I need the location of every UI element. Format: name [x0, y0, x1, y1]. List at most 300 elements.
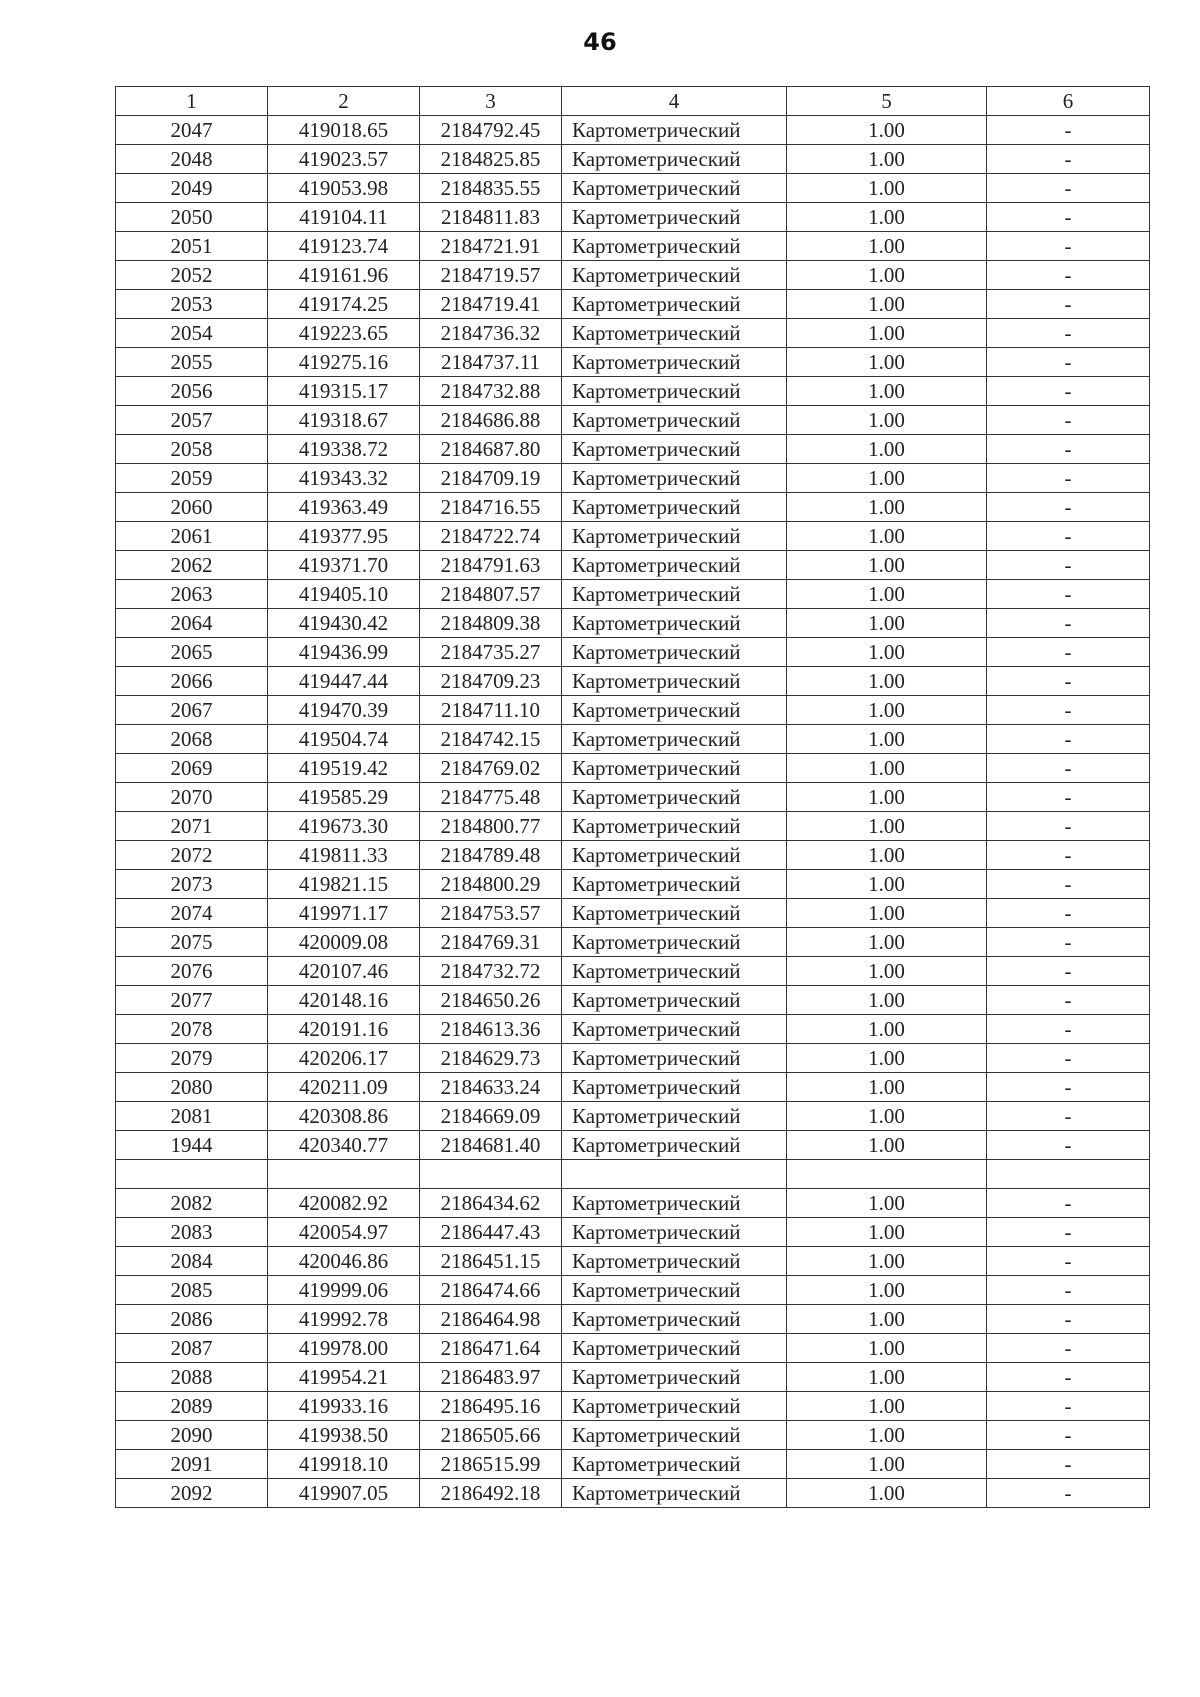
description-cell: -	[987, 986, 1150, 1015]
accuracy-cell: 1.00	[787, 319, 987, 348]
y-coordinate-cell: 2184709.23	[420, 667, 562, 696]
point-number-cell: 2069	[116, 754, 268, 783]
method-cell: Картометрический	[562, 1189, 787, 1218]
y-coordinate-cell: 2186464.98	[420, 1305, 562, 1334]
method-cell: Картометрический	[562, 783, 787, 812]
point-number-cell: 2087	[116, 1334, 268, 1363]
x-coordinate-cell: 419018.65	[268, 116, 420, 145]
accuracy-cell: 1.00	[787, 725, 987, 754]
point-number-cell: 2076	[116, 957, 268, 986]
x-coordinate-cell: 419811.33	[268, 841, 420, 870]
y-coordinate-cell: 2184807.57	[420, 580, 562, 609]
method-cell: Картометрический	[562, 1421, 787, 1450]
accuracy-cell: 1.00	[787, 203, 987, 232]
y-coordinate-cell: 2184789.48	[420, 841, 562, 870]
x-coordinate-cell: 419363.49	[268, 493, 420, 522]
table-row	[116, 1160, 1150, 1189]
x-coordinate-cell: 419971.17	[268, 899, 420, 928]
table-row	[116, 174, 1150, 203]
description-cell: -	[987, 377, 1150, 406]
point-number-cell: 2057	[116, 406, 268, 435]
table-row	[116, 435, 1150, 464]
y-coordinate-cell: 2184769.31	[420, 928, 562, 957]
table-row	[116, 261, 1150, 290]
method-cell: Картометрический	[562, 609, 787, 638]
method-cell: Картометрический	[562, 203, 787, 232]
point-number-cell: 1944	[116, 1131, 268, 1160]
accuracy-cell: 1.00	[787, 638, 987, 667]
point-number-cell: 2089	[116, 1392, 268, 1421]
table-row	[116, 1131, 1150, 1160]
y-coordinate-cell: 2186434.62	[420, 1189, 562, 1218]
point-number-cell: 2064	[116, 609, 268, 638]
table-body	[116, 116, 1150, 1508]
method-cell: Картометрический	[562, 1218, 787, 1247]
description-cell: -	[987, 725, 1150, 754]
description-cell: -	[987, 899, 1150, 928]
method-cell: Картометрический	[562, 841, 787, 870]
description-cell: -	[987, 522, 1150, 551]
method-cell: Картометрический	[562, 319, 787, 348]
table-row	[116, 580, 1150, 609]
x-coordinate-cell	[268, 1160, 420, 1189]
x-coordinate-cell: 419023.57	[268, 145, 420, 174]
y-coordinate-cell: 2184719.57	[420, 261, 562, 290]
description-cell: -	[987, 1102, 1150, 1131]
accuracy-cell: 1.00	[787, 493, 987, 522]
x-coordinate-cell: 419938.50	[268, 1421, 420, 1450]
method-cell: Картометрический	[562, 638, 787, 667]
table-row	[116, 116, 1150, 145]
description-cell: -	[987, 174, 1150, 203]
y-coordinate-cell: 2184742.15	[420, 725, 562, 754]
x-coordinate-cell: 419933.16	[268, 1392, 420, 1421]
point-number-cell: 2047	[116, 116, 268, 145]
point-number-cell: 2063	[116, 580, 268, 609]
x-coordinate-cell: 419504.74	[268, 725, 420, 754]
description-cell: -	[987, 754, 1150, 783]
x-coordinate-cell: 419918.10	[268, 1450, 420, 1479]
x-coordinate-cell: 420148.16	[268, 986, 420, 1015]
y-coordinate-cell: 2184732.72	[420, 957, 562, 986]
accuracy-cell: 1.00	[787, 290, 987, 319]
description-cell: -	[987, 928, 1150, 957]
table-row	[116, 957, 1150, 986]
accuracy-cell: 1.00	[787, 1276, 987, 1305]
accuracy-cell: 1.00	[787, 1247, 987, 1276]
table-row	[116, 696, 1150, 725]
table-row	[116, 667, 1150, 696]
column-header-5: 5	[787, 87, 987, 116]
accuracy-cell: 1.00	[787, 1102, 987, 1131]
table-row	[116, 986, 1150, 1015]
point-number-cell: 2084	[116, 1247, 268, 1276]
table-header-row	[116, 87, 1150, 116]
y-coordinate-cell: 2186483.97	[420, 1363, 562, 1392]
accuracy-cell: 1.00	[787, 174, 987, 203]
description-cell: -	[987, 1015, 1150, 1044]
description-cell: -	[987, 1218, 1150, 1247]
x-coordinate-cell: 420107.46	[268, 957, 420, 986]
table-row	[116, 1450, 1150, 1479]
table-row	[116, 203, 1150, 232]
y-coordinate-cell: 2184721.91	[420, 232, 562, 261]
accuracy-cell: 1.00	[787, 377, 987, 406]
table-row	[116, 1102, 1150, 1131]
accuracy-cell: 1.00	[787, 957, 987, 986]
y-coordinate-cell: 2184711.10	[420, 696, 562, 725]
accuracy-cell: 1.00	[787, 1218, 987, 1247]
accuracy-cell: 1.00	[787, 1363, 987, 1392]
table-row	[116, 232, 1150, 261]
x-coordinate-cell: 419123.74	[268, 232, 420, 261]
method-cell: Картометрический	[562, 870, 787, 899]
table-row	[116, 1421, 1150, 1450]
x-coordinate-cell: 419821.15	[268, 870, 420, 899]
accuracy-cell: 1.00	[787, 348, 987, 377]
point-number-cell: 2058	[116, 435, 268, 464]
method-cell: Картометрический	[562, 1450, 787, 1479]
method-cell: Картометрический	[562, 1015, 787, 1044]
accuracy-cell: 1.00	[787, 1015, 987, 1044]
table-row	[116, 1015, 1150, 1044]
y-coordinate-cell: 2184769.02	[420, 754, 562, 783]
x-coordinate-cell: 419447.44	[268, 667, 420, 696]
point-number-cell: 2067	[116, 696, 268, 725]
description-cell: -	[987, 493, 1150, 522]
x-coordinate-cell: 419907.05	[268, 1479, 420, 1508]
method-cell	[562, 1160, 787, 1189]
description-cell: -	[987, 348, 1150, 377]
y-coordinate-cell	[420, 1160, 562, 1189]
method-cell: Картометрический	[562, 174, 787, 203]
y-coordinate-cell: 2186471.64	[420, 1334, 562, 1363]
description-cell: -	[987, 464, 1150, 493]
accuracy-cell: 1.00	[787, 435, 987, 464]
x-coordinate-cell: 419978.00	[268, 1334, 420, 1363]
y-coordinate-cell: 2184613.36	[420, 1015, 562, 1044]
table-row	[116, 1218, 1150, 1247]
table-row	[116, 319, 1150, 348]
table-row	[116, 1073, 1150, 1102]
y-coordinate-cell: 2184669.09	[420, 1102, 562, 1131]
description-cell: -	[987, 203, 1150, 232]
method-cell: Картометрический	[562, 435, 787, 464]
x-coordinate-cell: 420308.86	[268, 1102, 420, 1131]
table-row	[116, 1305, 1150, 1334]
table-row	[116, 464, 1150, 493]
description-cell: -	[987, 1189, 1150, 1218]
y-coordinate-cell: 2186451.15	[420, 1247, 562, 1276]
accuracy-cell: 1.00	[787, 1479, 987, 1508]
y-coordinate-cell: 2184775.48	[420, 783, 562, 812]
method-cell: Картометрический	[562, 464, 787, 493]
y-coordinate-cell: 2184716.55	[420, 493, 562, 522]
y-coordinate-cell: 2184629.73	[420, 1044, 562, 1073]
table-row	[116, 928, 1150, 957]
accuracy-cell: 1.00	[787, 986, 987, 1015]
accuracy-cell: 1.00	[787, 1334, 987, 1363]
description-cell: -	[987, 638, 1150, 667]
y-coordinate-cell: 2184719.41	[420, 290, 562, 319]
y-coordinate-cell: 2184633.24	[420, 1073, 562, 1102]
x-coordinate-cell: 419992.78	[268, 1305, 420, 1334]
description-cell	[987, 1160, 1150, 1189]
point-number-cell: 2080	[116, 1073, 268, 1102]
description-cell: -	[987, 319, 1150, 348]
y-coordinate-cell: 2184735.27	[420, 638, 562, 667]
point-number-cell: 2049	[116, 174, 268, 203]
table-row	[116, 870, 1150, 899]
method-cell: Картометрический	[562, 406, 787, 435]
point-number-cell: 2075	[116, 928, 268, 957]
y-coordinate-cell: 2184737.11	[420, 348, 562, 377]
y-coordinate-cell: 2184800.77	[420, 812, 562, 841]
table-row	[116, 493, 1150, 522]
point-number-cell: 2061	[116, 522, 268, 551]
method-cell: Картометрический	[562, 348, 787, 377]
accuracy-cell: 1.00	[787, 841, 987, 870]
method-cell: Картометрический	[562, 1305, 787, 1334]
description-cell: -	[987, 1479, 1150, 1508]
x-coordinate-cell: 420046.86	[268, 1247, 420, 1276]
description-cell: -	[987, 1392, 1150, 1421]
point-number-cell: 2082	[116, 1189, 268, 1218]
point-number-cell: 2053	[116, 290, 268, 319]
method-cell: Картометрический	[562, 580, 787, 609]
description-cell: -	[987, 696, 1150, 725]
description-cell: -	[987, 609, 1150, 638]
method-cell: Картометрический	[562, 957, 787, 986]
method-cell: Картометрический	[562, 1392, 787, 1421]
method-cell: Картометрический	[562, 232, 787, 261]
description-cell: -	[987, 870, 1150, 899]
method-cell: Картометрический	[562, 812, 787, 841]
accuracy-cell: 1.00	[787, 928, 987, 957]
accuracy-cell: 1.00	[787, 1450, 987, 1479]
table-row	[116, 1189, 1150, 1218]
point-number-cell: 2074	[116, 899, 268, 928]
point-number-cell: 2068	[116, 725, 268, 754]
method-cell: Картометрический	[562, 667, 787, 696]
accuracy-cell: 1.00	[787, 812, 987, 841]
point-number-cell: 2083	[116, 1218, 268, 1247]
point-number-cell	[116, 1160, 268, 1189]
method-cell: Картометрический	[562, 116, 787, 145]
y-coordinate-cell: 2186495.16	[420, 1392, 562, 1421]
description-cell: -	[987, 1305, 1150, 1334]
method-cell: Картометрический	[562, 1479, 787, 1508]
y-coordinate-cell: 2184736.32	[420, 319, 562, 348]
point-number-cell: 2088	[116, 1363, 268, 1392]
method-cell: Картометрический	[562, 1334, 787, 1363]
accuracy-cell: 1.00	[787, 609, 987, 638]
accuracy-cell: 1.00	[787, 1131, 987, 1160]
point-number-cell: 2056	[116, 377, 268, 406]
y-coordinate-cell: 2184811.83	[420, 203, 562, 232]
description-cell: -	[987, 145, 1150, 174]
description-cell: -	[987, 841, 1150, 870]
coordinates-table	[115, 86, 1150, 1508]
y-coordinate-cell: 2184722.74	[420, 522, 562, 551]
y-coordinate-cell: 2184809.38	[420, 609, 562, 638]
x-coordinate-cell: 419585.29	[268, 783, 420, 812]
accuracy-cell: 1.00	[787, 145, 987, 174]
method-cell: Картометрический	[562, 754, 787, 783]
x-coordinate-cell: 419519.42	[268, 754, 420, 783]
table-row	[116, 1044, 1150, 1073]
y-coordinate-cell: 2184753.57	[420, 899, 562, 928]
accuracy-cell: 1.00	[787, 406, 987, 435]
x-coordinate-cell: 420082.92	[268, 1189, 420, 1218]
point-number-cell: 2059	[116, 464, 268, 493]
point-number-cell: 2065	[116, 638, 268, 667]
point-number-cell: 2086	[116, 1305, 268, 1334]
y-coordinate-cell: 2186474.66	[420, 1276, 562, 1305]
point-number-cell: 2066	[116, 667, 268, 696]
point-number-cell: 2092	[116, 1479, 268, 1508]
point-number-cell: 2052	[116, 261, 268, 290]
description-cell: -	[987, 812, 1150, 841]
point-number-cell: 2078	[116, 1015, 268, 1044]
column-header-2: 2	[268, 87, 420, 116]
accuracy-cell: 1.00	[787, 580, 987, 609]
x-coordinate-cell: 419436.99	[268, 638, 420, 667]
description-cell: -	[987, 290, 1150, 319]
method-cell: Картометрический	[562, 1363, 787, 1392]
x-coordinate-cell: 419223.65	[268, 319, 420, 348]
point-number-cell: 2055	[116, 348, 268, 377]
table-row	[116, 1276, 1150, 1305]
x-coordinate-cell: 419405.10	[268, 580, 420, 609]
y-coordinate-cell: 2184650.26	[420, 986, 562, 1015]
description-cell: -	[987, 116, 1150, 145]
accuracy-cell: 1.00	[787, 1305, 987, 1334]
method-cell: Картометрический	[562, 377, 787, 406]
x-coordinate-cell: 419318.67	[268, 406, 420, 435]
y-coordinate-cell: 2184835.55	[420, 174, 562, 203]
point-number-cell: 2070	[116, 783, 268, 812]
method-cell: Картометрический	[562, 290, 787, 319]
point-number-cell: 2062	[116, 551, 268, 580]
y-coordinate-cell: 2186447.43	[420, 1218, 562, 1247]
description-cell: -	[987, 551, 1150, 580]
method-cell: Картометрический	[562, 1276, 787, 1305]
x-coordinate-cell: 420191.16	[268, 1015, 420, 1044]
table-row	[116, 783, 1150, 812]
column-header-6: 6	[987, 87, 1150, 116]
table-row	[116, 1247, 1150, 1276]
method-cell: Картометрический	[562, 725, 787, 754]
x-coordinate-cell: 419371.70	[268, 551, 420, 580]
x-coordinate-cell: 419673.30	[268, 812, 420, 841]
table-row	[116, 290, 1150, 319]
x-coordinate-cell: 419954.21	[268, 1363, 420, 1392]
y-coordinate-cell: 2184709.19	[420, 464, 562, 493]
description-cell: -	[987, 1131, 1150, 1160]
accuracy-cell: 1.00	[787, 754, 987, 783]
accuracy-cell: 1.00	[787, 522, 987, 551]
y-coordinate-cell: 2184681.40	[420, 1131, 562, 1160]
y-coordinate-cell: 2186492.18	[420, 1479, 562, 1508]
accuracy-cell: 1.00	[787, 696, 987, 725]
method-cell: Картометрический	[562, 696, 787, 725]
point-number-cell: 2060	[116, 493, 268, 522]
table-row	[116, 638, 1150, 667]
description-cell: -	[987, 1421, 1150, 1450]
point-number-cell: 2071	[116, 812, 268, 841]
y-coordinate-cell: 2184800.29	[420, 870, 562, 899]
accuracy-cell: 1.00	[787, 232, 987, 261]
table-row	[116, 522, 1150, 551]
table-row	[116, 609, 1150, 638]
x-coordinate-cell: 419430.42	[268, 609, 420, 638]
method-cell: Картометрический	[562, 1131, 787, 1160]
description-cell: -	[987, 1044, 1150, 1073]
x-coordinate-cell: 419470.39	[268, 696, 420, 725]
method-cell: Картометрический	[562, 261, 787, 290]
method-cell: Картометрический	[562, 928, 787, 957]
point-number-cell: 2090	[116, 1421, 268, 1450]
x-coordinate-cell: 420211.09	[268, 1073, 420, 1102]
x-coordinate-cell: 419315.17	[268, 377, 420, 406]
method-cell: Картометрический	[562, 899, 787, 928]
point-number-cell: 2051	[116, 232, 268, 261]
x-coordinate-cell: 419053.98	[268, 174, 420, 203]
accuracy-cell: 1.00	[787, 1044, 987, 1073]
table-row	[116, 551, 1150, 580]
accuracy-cell: 1.00	[787, 870, 987, 899]
column-header-3: 3	[420, 87, 562, 116]
column-header-1: 1	[116, 87, 268, 116]
point-number-cell: 2077	[116, 986, 268, 1015]
table-row	[116, 725, 1150, 754]
y-coordinate-cell: 2186505.66	[420, 1421, 562, 1450]
x-coordinate-cell: 419377.95	[268, 522, 420, 551]
point-number-cell: 2054	[116, 319, 268, 348]
x-coordinate-cell: 420206.17	[268, 1044, 420, 1073]
point-number-cell: 2072	[116, 841, 268, 870]
y-coordinate-cell: 2184686.88	[420, 406, 562, 435]
description-cell: -	[987, 957, 1150, 986]
point-number-cell: 2073	[116, 870, 268, 899]
y-coordinate-cell: 2184687.80	[420, 435, 562, 464]
method-cell: Картометрический	[562, 551, 787, 580]
method-cell: Картометрический	[562, 1073, 787, 1102]
y-coordinate-cell: 2186515.99	[420, 1450, 562, 1479]
table-row	[116, 377, 1150, 406]
table-row	[116, 841, 1150, 870]
method-cell: Картометрический	[562, 986, 787, 1015]
x-coordinate-cell: 419999.06	[268, 1276, 420, 1305]
point-number-cell: 2050	[116, 203, 268, 232]
accuracy-cell: 1.00	[787, 1421, 987, 1450]
x-coordinate-cell: 419338.72	[268, 435, 420, 464]
description-cell: -	[987, 1363, 1150, 1392]
description-cell: -	[987, 406, 1150, 435]
point-number-cell: 2048	[116, 145, 268, 174]
table-row	[116, 899, 1150, 928]
method-cell: Картометрический	[562, 1102, 787, 1131]
x-coordinate-cell: 419174.25	[268, 290, 420, 319]
y-coordinate-cell: 2184792.45	[420, 116, 562, 145]
table-row	[116, 1363, 1150, 1392]
accuracy-cell: 1.00	[787, 783, 987, 812]
description-cell: -	[987, 1276, 1150, 1305]
description-cell: -	[987, 580, 1150, 609]
page-number: 46	[583, 28, 617, 56]
x-coordinate-cell: 420054.97	[268, 1218, 420, 1247]
